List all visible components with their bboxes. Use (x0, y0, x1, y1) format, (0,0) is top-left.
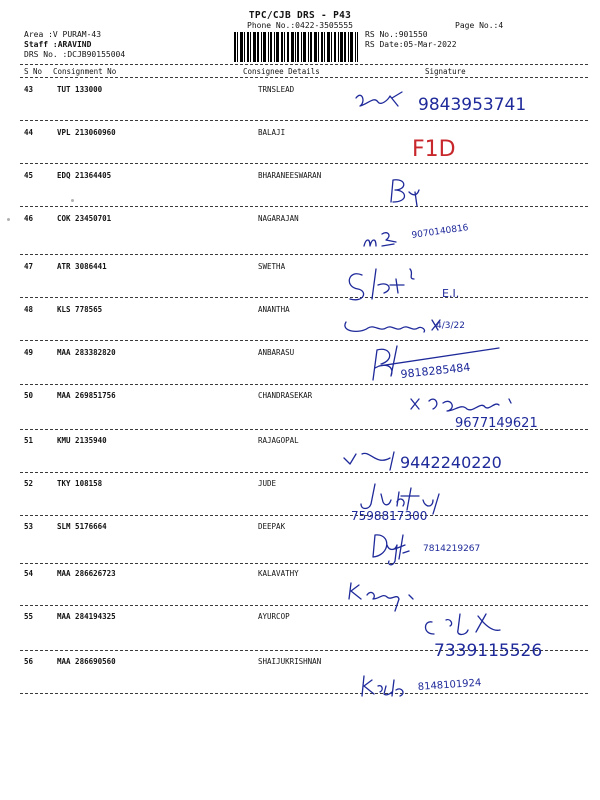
row-consignee: AYURCOP (258, 612, 290, 621)
row-consignment: MAA 269851756 (57, 391, 116, 400)
row-consignee: BHARANEESWARAN (258, 171, 322, 180)
column-signature: Signature (425, 67, 466, 76)
signature-phone-56: 8148101924 (417, 677, 482, 693)
signature-48 (340, 308, 490, 340)
phone-number: Phone No.:0422-3505555 (247, 21, 353, 30)
rs-number: RS No.:901550 (365, 30, 428, 39)
row-consignment: VPL 213060960 (57, 128, 116, 137)
row-divider (20, 515, 588, 516)
row-sno: 55 (24, 612, 34, 621)
barcode-image (234, 32, 358, 62)
header-rule-top (20, 64, 588, 65)
row-consignment: KMU 2135940 (57, 436, 107, 445)
row-sno: 43 (24, 85, 34, 94)
row-divider (20, 120, 588, 121)
signature-43 (350, 82, 580, 120)
row-sno: 44 (24, 128, 34, 137)
row-consignee: DEEPAK (258, 522, 286, 531)
row-consignee: CHANDRASEKAR (258, 391, 313, 400)
signature-53 (365, 525, 515, 565)
signature-55 (420, 610, 560, 660)
row-consignment: KLS 778565 (57, 305, 103, 314)
row-consignee: NAGARAJAN (258, 214, 299, 223)
row-consignment: COK 23450701 (57, 214, 112, 223)
scan-speck (71, 199, 74, 202)
row-consignment: MAA 283382820 (57, 348, 116, 357)
row-consignment: MAA 286626723 (57, 569, 116, 578)
row-consignment: MAA 284194325 (57, 612, 116, 621)
row-consignee: TRNSLEAD (258, 85, 295, 94)
row-consignee: KALAVATHY (258, 569, 299, 578)
row-consignee: BALAJI (258, 128, 286, 137)
staff-label: Staff :ARAVIND (24, 40, 92, 49)
row-consignee: SWETHA (258, 262, 286, 271)
signature-47 (340, 265, 490, 305)
signature-50 (405, 385, 565, 431)
row-sno: 48 (24, 305, 34, 314)
row-sno: 56 (24, 657, 34, 666)
row-sno: 46 (24, 214, 34, 223)
row-sno: 49 (24, 348, 34, 357)
row-sno: 53 (24, 522, 34, 531)
row-consignment: TUT 133000 (57, 85, 103, 94)
row-consignment: SLM 5176664 (57, 522, 107, 531)
row-consignment: TKY 108158 (57, 479, 103, 488)
signature-54 (345, 575, 435, 609)
row-sno: 47 (24, 262, 34, 271)
document-title: TPC/CJB DRS - P43 (248, 10, 352, 21)
row-consignee: RAJAGOPAL (258, 436, 299, 445)
column-consignee: Consignee Details (243, 67, 320, 76)
page-number: Page No.:4 (455, 21, 504, 30)
area-label: Area :V PURAM-43 (24, 30, 102, 39)
row-consignment: EDQ 21364405 (57, 171, 112, 180)
row-sno: 52 (24, 479, 34, 488)
drs-number: DRS No. :DCJB90155004 (24, 50, 126, 59)
signature-phone-46: 9070140816 (411, 223, 470, 241)
row-consignee: ANBARASU (258, 348, 295, 357)
signature-phone-53: 7814219267 (423, 544, 481, 554)
signature-phone-50: 9677149621 (455, 416, 538, 431)
signature-phone-52: 7598817300 (351, 509, 428, 523)
row-consignment: MAA 286690560 (57, 657, 116, 666)
row-sno: 45 (24, 171, 34, 180)
row-consignee: JUDE (258, 479, 277, 488)
column-consignment: Consignment No (53, 67, 117, 76)
row-divider (20, 605, 588, 606)
row-consignee: ANANTHA (258, 305, 290, 314)
row-divider (20, 297, 588, 298)
signature-phone-49: 9818285484 (399, 360, 471, 381)
row-sno: 54 (24, 569, 34, 578)
row-divider (20, 340, 588, 341)
signature-mark-44: F1D (412, 137, 456, 162)
signature-46 (360, 218, 530, 256)
row-sno: 51 (24, 436, 34, 445)
signature-phone-43: 9843953741 (418, 95, 527, 115)
signature-phone-55: 7339115526 (434, 641, 543, 661)
signature-56 (360, 668, 520, 704)
row-divider (20, 163, 588, 164)
signature-49 (365, 342, 515, 386)
signature-52 (345, 478, 485, 522)
scan-speck (7, 218, 10, 221)
row-consignee: SHAIJUKRISHNAN (258, 657, 322, 666)
signature-44 (410, 130, 490, 164)
rs-date: RS Date:05-Mar-2022 (365, 40, 457, 49)
signature-phone-51: 9442240220 (400, 453, 502, 472)
signature-initials-47: E.I. (442, 287, 460, 300)
signature-date-48: 4/3/22 (436, 321, 465, 331)
header-rule-bottom (20, 77, 588, 78)
row-divider (20, 206, 588, 207)
row-sno: 50 (24, 391, 34, 400)
signature-45 (385, 172, 435, 208)
column-sno: S No (24, 67, 43, 76)
signature-51 (340, 440, 560, 474)
row-consignment: ATR 3086441 (57, 262, 107, 271)
